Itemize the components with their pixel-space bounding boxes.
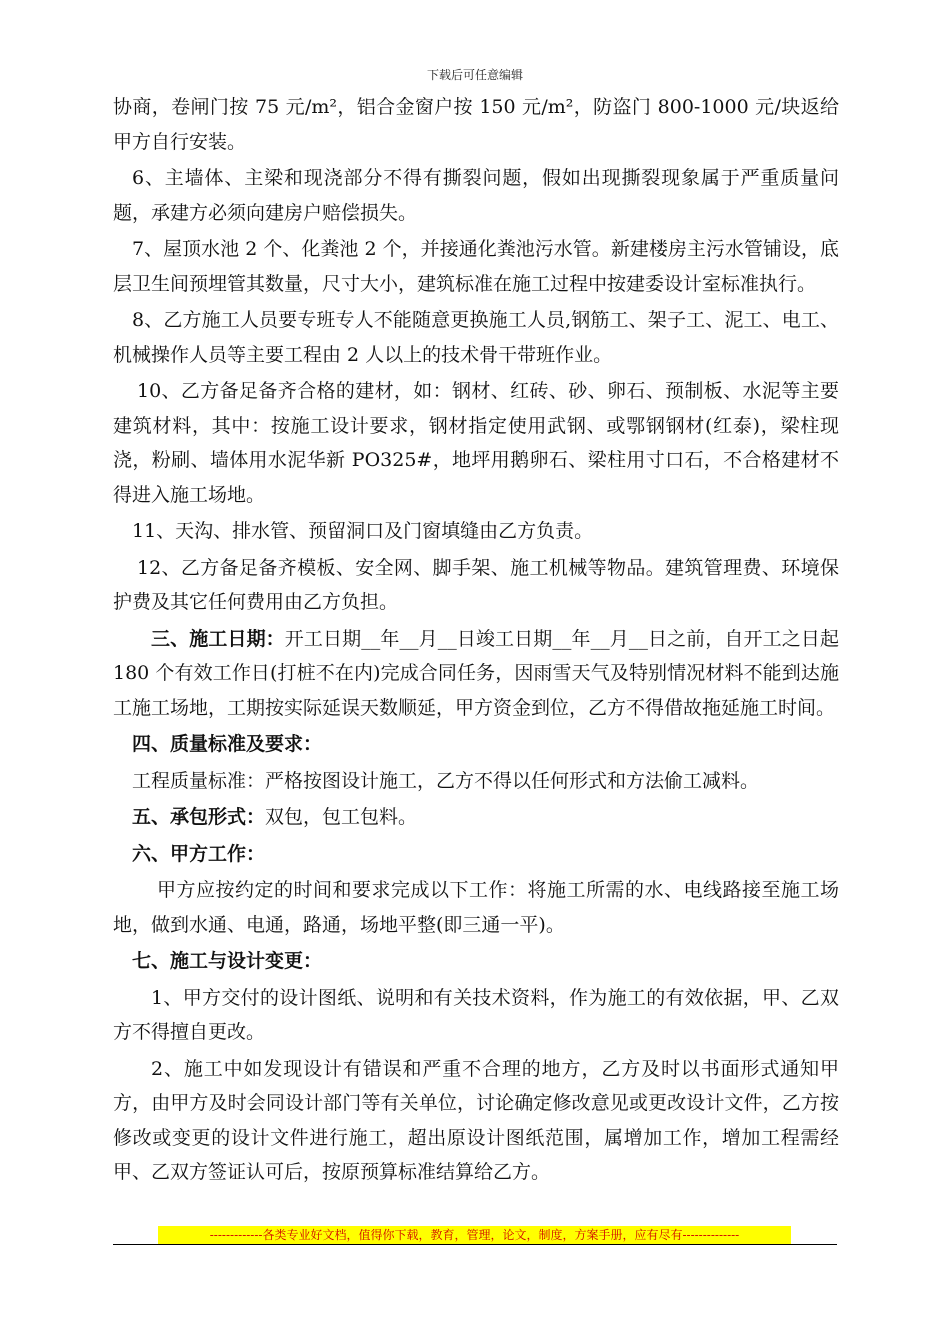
section-body-party-a: 甲方应按约定的时间和要求完成以下工作：将施工所需的水、电线路接至施工场地，做到水通、电通，路通，场地平整(即三通一平)。	[113, 879, 839, 936]
paragraph-item-10: 10、乙方备足备齐合格的建材，如：钢材、红砖、砂、卵石、预制板、水泥等主要建筑材料，其中：按施工设计要求，钢材指定使用武钢、或鄂钢钢材(红泰)，梁柱现浇，粉刷、墙体用水泥华新 PO325#，地坪用鹅卵石、梁柱用寸口石，不合格建材不得进入施工场地。	[113, 380, 839, 506]
section-heading-party-a: 六、甲方工作：	[132, 842, 266, 865]
section-heading-quality: 四、质量标准及要求：	[132, 733, 323, 755]
section-body-contract: 双包，包工包料。	[265, 806, 418, 828]
design-change-item-1: 1、甲方交付的设计图纸、说明和有关技术资料，作为施工的有效依据，甲、乙双方不得擅自更改。	[113, 986, 839, 1043]
section-heading-design-change: 七、施工与设计变更：	[132, 950, 323, 972]
page-header: 下载后可任意编辑	[426, 68, 523, 82]
section-body-quality: 工程质量标准：严格按图设计施工，乙方不得以任何形式和方法偷工减料。	[132, 769, 760, 792]
section-heading-date: 三、施工日期：	[151, 627, 285, 650]
section-contract-form	[113, 800, 839, 835]
section-body-date: 开工日期__年__月__日竣工日期__年__月__日之前，自开工之日起 180 个有效工作日(打桩不在内)完成合同任务，因雨雪天气及特别情况材料不能到达施工施工场地，工期按实际延误天数顺延，甲方资金到位，乙方不得借故拖延施工时间。	[113, 627, 839, 719]
paragraph-doors-windows: 协商，卷闸门按 75 元/m²，铝合金窗户按 150 元/m²，防盗门 800-1000 元/块返给甲方自行安装。	[113, 96, 839, 153]
paragraph-item-7: 7、屋顶水池 2 个、化粪池 2 个，并接通化粪池污水管。新建楼房主污水管铺设，底层卫生间预埋管其数量，尺寸大小，建筑标准在施工过程中按建委设计室标准执行。	[113, 238, 839, 295]
paragraph-item-12: 12、乙方备足备齐模板、安全网、脚手架、施工机械等物品。建筑管理费、环境保护费及其它任何费用由乙方负担。	[113, 556, 839, 613]
section-heading-contract: 五、承包形式：	[132, 806, 266, 828]
document-body	[113, 90, 839, 1192]
paragraph-item-8: 8、乙方施工人员要专班专人不能随意更换施工人员,钢筋工、架子工、泥工、电工、机械操作人员等主要工程由 2 人以上的技术骨干带班作业。	[113, 309, 839, 366]
footer-banner: -------------各类专业好文档，值得你下载，教育，管理，论文，制度，方案手册，应有尽有--------------	[158, 1226, 791, 1244]
paragraph-item-11: 11、天沟、排水管、预留洞口及门窗填缝由乙方负责。	[132, 520, 594, 542]
design-change-item-2: 2、施工中如发现设计有错误和严重不合理的地方，乙方及时以书面形式通知甲方，由甲方及时会同设计部门等有关单位，讨论确定修改意见或更改设计文件，乙方按修改或变更的设计文件进行施工，超出原设计图纸范围，属增加工作，增加工程需经甲、乙双方签证认可后，按原预算标准结算给乙方。	[113, 1057, 839, 1183]
section-construction-date	[113, 622, 839, 726]
footer-divider	[113, 1244, 837, 1245]
paragraph-item-6: 6、主墙体、主梁和现浇部分不得有撕裂问题，假如出现撕裂现象属于严重质量问题，承建方必须向建房户赔偿损失。	[113, 167, 839, 224]
